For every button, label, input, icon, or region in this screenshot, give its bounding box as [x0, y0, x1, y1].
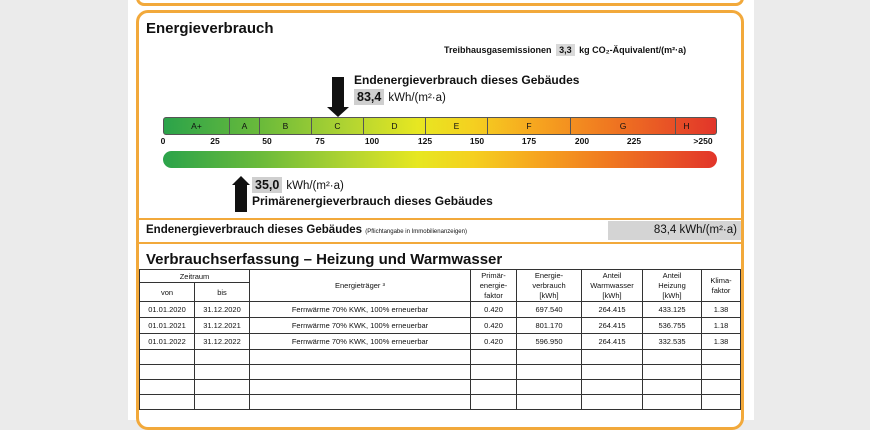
- table-cell: 31.12.2021: [195, 318, 250, 334]
- energy-scale: [160, 117, 717, 168]
- table-cell: [702, 350, 741, 365]
- empty-table-row: [140, 365, 741, 380]
- table-cell: [702, 380, 741, 395]
- table-cell: 697.540: [517, 302, 582, 318]
- table-cell: 264.415: [582, 302, 643, 318]
- table-cell: [702, 395, 741, 410]
- scale-tick-label: >250: [693, 136, 713, 146]
- header-klimafaktor: Klima- faktor: [702, 270, 741, 302]
- table-cell: [643, 380, 702, 395]
- table-cell: 1.38: [702, 302, 741, 318]
- scale-tick-label: 150: [469, 136, 485, 146]
- table-cell: 264.415: [582, 334, 643, 350]
- table-cell: [140, 350, 195, 365]
- table-cell: [195, 395, 250, 410]
- table-cell: [582, 350, 643, 365]
- table-cell: 31.12.2022: [195, 334, 250, 350]
- table-cell: [195, 380, 250, 395]
- end-energy-unit: kWh/(m²·a): [388, 92, 446, 104]
- table-cell: 31.12.2020: [195, 302, 250, 318]
- table-cell: [643, 350, 702, 365]
- table-cell: [702, 365, 741, 380]
- section-title-verbrauchserfassung: Verbrauchserfassung – Heizung und Warmwasser: [146, 251, 503, 268]
- table-cell: 332.535: [643, 334, 702, 350]
- table-cell: [250, 395, 471, 410]
- table-cell: 536.755: [643, 318, 702, 334]
- efficiency-class-b: B: [259, 118, 311, 134]
- table-cell: 01.01.2020: [140, 302, 195, 318]
- empty-table-row: [140, 380, 741, 395]
- summary-label-wrap: [146, 224, 467, 236]
- table-cell: 01.01.2021: [140, 318, 195, 334]
- summary-label: Endenergieverbrauch dieses Gebäudes: [146, 224, 363, 236]
- end-energy-arrow-icon: [327, 107, 349, 117]
- table-cell: [517, 365, 582, 380]
- end-energy-value: 83,4: [354, 89, 384, 105]
- table-cell: [250, 350, 471, 365]
- header-energietraeger: Energieträger ³: [250, 270, 471, 302]
- table-cell: 801.170: [517, 318, 582, 334]
- empty-table-row: [140, 395, 741, 410]
- table-cell: 0.420: [471, 318, 517, 334]
- table-cell: [471, 380, 517, 395]
- table-cell: Fernwärme 70% KWK, 100% erneuerbar: [250, 302, 471, 318]
- scale-tick-label: 25: [210, 136, 220, 146]
- efficiency-class-f: F: [487, 118, 570, 134]
- scale-tick-label: 50: [262, 136, 272, 146]
- table-row: [140, 302, 741, 318]
- table-cell: [643, 365, 702, 380]
- divider: [139, 218, 741, 220]
- table-cell: [582, 380, 643, 395]
- summary-value: 83,4 kWh/(m²·a): [608, 221, 741, 240]
- header-bis: bis: [195, 283, 250, 302]
- ghg-emissions: [444, 44, 686, 56]
- table-cell: [517, 395, 582, 410]
- table-cell: [140, 365, 195, 380]
- scale-tick-label: 125: [417, 136, 433, 146]
- scale-tick-label: 175: [521, 136, 537, 146]
- table-cell: 0.420: [471, 334, 517, 350]
- table-cell: [471, 395, 517, 410]
- efficiency-class-d: D: [363, 118, 425, 134]
- table-cell: 596.950: [517, 334, 582, 350]
- table-cell: [195, 350, 250, 365]
- end-energy-label: Endenergieverbrauch dieses Gebäudes: [354, 73, 580, 87]
- consumption-table: [139, 269, 741, 410]
- table-cell: 433.125: [643, 302, 702, 318]
- scale-tick-label: 100: [364, 136, 380, 146]
- header-zeitraum: Zeitraum: [140, 270, 250, 283]
- primary-energy-unit: kWh/(m²·a): [286, 180, 344, 192]
- table-cell: [643, 395, 702, 410]
- section-title-energieverbrauch: Energieverbrauch: [146, 20, 274, 37]
- ghg-label: Treibhausgasemissionen: [444, 45, 552, 55]
- table-cell: [140, 395, 195, 410]
- efficiency-class-a: A: [229, 118, 259, 134]
- table-cell: 1.38: [702, 334, 741, 350]
- table-cell: [517, 350, 582, 365]
- efficiency-class-h: H: [675, 118, 697, 134]
- table-cell: Fernwärme 70% KWK, 100% erneuerbar: [250, 334, 471, 350]
- primary-energy-value: 35,0: [252, 177, 282, 193]
- efficiency-class-a-plus: A+: [191, 121, 202, 131]
- table-cell: Fernwärme 70% KWK, 100% erneuerbar: [250, 318, 471, 334]
- header-energieverbrauch: Energie- verbrauch [kWh]: [517, 270, 582, 302]
- efficiency-class-c: C: [311, 118, 363, 134]
- table-cell: [471, 350, 517, 365]
- scale-tick-label: 200: [574, 136, 590, 146]
- summary-note: (Pflichtangabe in Immobilienanzeigen): [365, 229, 467, 235]
- efficiency-class-g: G: [570, 118, 675, 134]
- scale-tick-label: 0: [160, 136, 166, 146]
- scale-ticks: [160, 136, 717, 150]
- table-row: [140, 318, 741, 334]
- table-cell: 0.420: [471, 302, 517, 318]
- primary-energy-value-row: [252, 177, 344, 193]
- end-energy-arrow-stem: [332, 77, 344, 107]
- table-cell: 264.415: [582, 318, 643, 334]
- table-row: [140, 334, 741, 350]
- table-cell: [582, 395, 643, 410]
- table-cell: [471, 365, 517, 380]
- end-energy-value-row: [354, 89, 446, 105]
- table-cell: 01.01.2022: [140, 334, 195, 350]
- table-cell: [250, 365, 471, 380]
- table-cell: [517, 380, 582, 395]
- primary-energy-label: Primärenergieverbrauch dieses Gebäudes: [252, 194, 493, 208]
- table-cell: 1.18: [702, 318, 741, 334]
- table-cell: [582, 365, 643, 380]
- ghg-unit: kg CO₂-Äquivalent/(m²·a): [579, 45, 687, 55]
- header-primaerenergiefaktor: Primär- energie- faktor: [471, 270, 517, 302]
- efficiency-class-bar: [163, 117, 717, 135]
- table-cell: [250, 380, 471, 395]
- end-energy-summary-row: [139, 221, 741, 241]
- ghg-value: 3,3: [556, 44, 575, 56]
- scale-tick-label: 75: [315, 136, 325, 146]
- table-cell: [195, 365, 250, 380]
- table-cell: [140, 380, 195, 395]
- previous-section-border: [136, 0, 744, 6]
- header-anteil-heizung: Anteil Heizung [kWh]: [643, 270, 702, 302]
- primary-energy-arrow-stem: [235, 184, 247, 212]
- efficiency-class-e: E: [425, 118, 487, 134]
- energy-certificate-card: [136, 10, 744, 430]
- gradient-bar: [163, 151, 717, 168]
- scale-tick-label: 225: [626, 136, 642, 146]
- empty-table-row: [140, 350, 741, 365]
- header-anteil-warmwasser: Anteil Warmwasser [kWh]: [582, 270, 643, 302]
- header-von: von: [140, 283, 195, 302]
- divider: [139, 242, 741, 244]
